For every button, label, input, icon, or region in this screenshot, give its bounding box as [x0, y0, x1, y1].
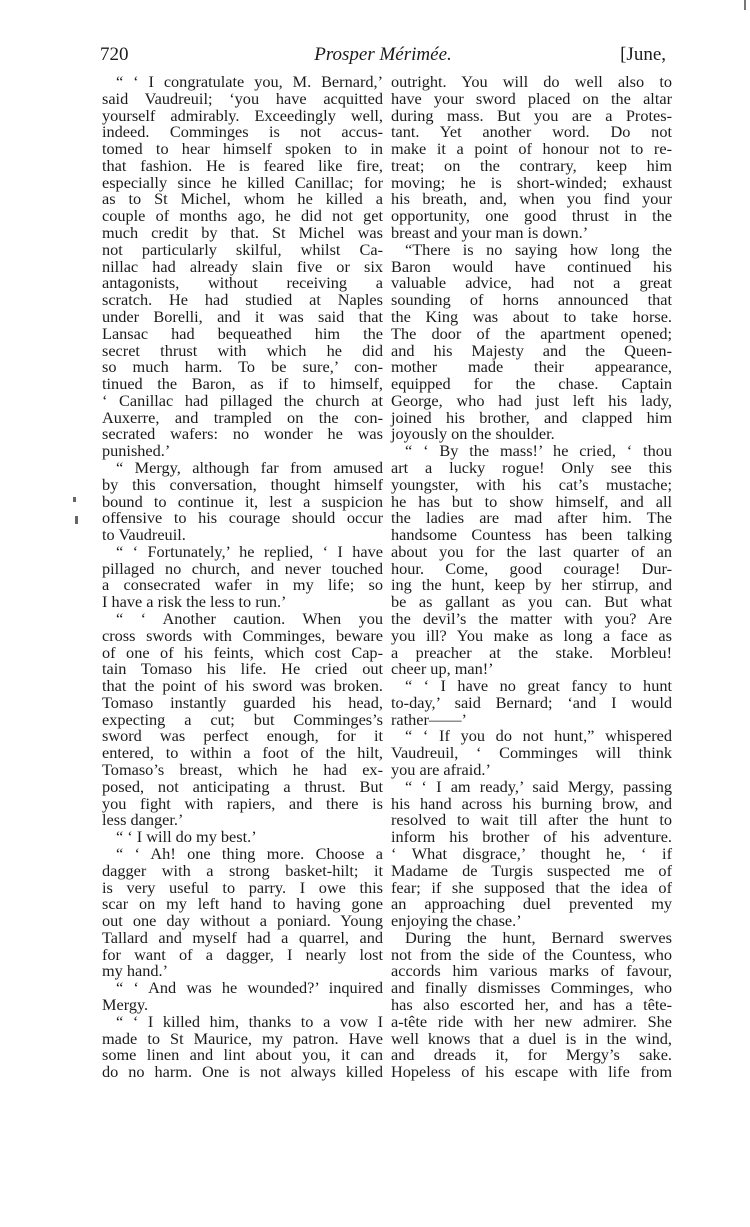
text-line: valuable advice, had not a great [391, 273, 672, 293]
text-line: joined his brother, and clapped him [391, 407, 672, 427]
text-line: a consecrated wafer in my life; so [102, 575, 383, 595]
text-line: do no harm. One is not always killed [102, 1062, 383, 1082]
text-line: “ ‘ Fortunately,’ he replied, ‘ I have [116, 541, 383, 561]
text-line: less danger.’ [102, 810, 184, 830]
text-line: Madame de Turgis suspected me of [391, 860, 672, 880]
text-line: youngster, with his cat’s mustache; [391, 474, 672, 494]
text-line: for want of a dagger, I nearly lost [102, 944, 383, 964]
text-line: opportunity, one good thrust in the [391, 206, 672, 226]
text-line: couple of months ago, he did not get [102, 206, 383, 226]
text-line: has also escorted her, and has a tête- [391, 994, 672, 1014]
text-line: he has but to show himself, and all [391, 491, 672, 511]
text-line: joyously on the shoulder. [391, 424, 555, 444]
text-line: and finally dismisses Comminges, who [391, 978, 672, 998]
text-line: “ ‘ If you do not hunt,” whispered [405, 726, 672, 746]
text-line: about you for the last quarter of an [391, 541, 672, 561]
text-line: fear; if she supposed that the idea of [391, 877, 672, 897]
text-line: as to St Michel, whom he killed a [102, 189, 383, 209]
text-line: During the hunt, Bernard swerves [405, 927, 672, 947]
text-line: “ ‘ Ah! one thing more. Choose a [116, 843, 383, 863]
text-line: Baron would have continued his [391, 256, 672, 276]
text-line: said Vaudreuil; ‘you have acquitted [102, 88, 383, 108]
text-line: George, who had just left his lady, [391, 390, 672, 410]
text-line: nillac had already slain five or six [102, 256, 383, 276]
text-line: Tomaso’s breast, which he had ex- [102, 760, 383, 780]
running-title: Prosper Mérimée. [314, 44, 452, 65]
text-line: his breath, and, when you find your [391, 189, 672, 209]
text-line: tomed to hear himself spoken to in [102, 139, 383, 159]
page-number: 720 [100, 44, 129, 65]
scan-edge-mark [744, 0, 746, 10]
text-line: scar on my left hand to having gone [102, 894, 383, 914]
text-line: indeed. Comminges is not accus- [102, 122, 383, 142]
left-text-column [102, 74, 383, 1081]
text-line: “ ‘ By the mass!’ he cried, ‘ thou [405, 441, 672, 461]
text-line: you are afraid.’ [391, 760, 491, 780]
text-line: art a lucky rogue! Only see this [391, 457, 672, 477]
text-line: “ ‘ Another caution. When you [116, 609, 383, 628]
text-line: be as gallant as you can. But what [391, 592, 672, 612]
text-line: not from the side of the Countess, who [391, 944, 672, 964]
text-line: Mergy. [102, 994, 149, 1014]
margin-mark [75, 516, 78, 524]
text-line: rather——’ [391, 709, 467, 729]
text-line: by this conversation, thought himself [102, 474, 383, 494]
text-line: “ ‘ I killed him, thanks to a vow I [116, 1011, 383, 1031]
text-line: you ill? You make as long a face as [391, 625, 672, 645]
text-line: cross swords with Comminges, beware [102, 625, 383, 645]
text-line: Vaudreuil, ‘ Comminges will think [391, 743, 672, 763]
text-line: you fight with rapiers, and there is [102, 793, 383, 813]
text-line: a-tête ride with her new admirer. She [391, 1011, 672, 1031]
text-line: his hand across his burning brow, and [391, 793, 672, 813]
text-line: breast and your man is down.’ [391, 223, 589, 243]
text-line: Auxerre, and trampled on the con- [102, 407, 383, 427]
text-line: I have a risk the less to run.’ [102, 592, 287, 612]
text-line: sounding of horns announced that [391, 290, 672, 310]
text-line: my hand.’ [102, 961, 169, 981]
text-line: entered, to within a foot of the hilt, [102, 743, 383, 763]
text-line: posed, not anticipating a thrust. But [102, 776, 383, 796]
text-line: the devil’s the matter with you? Are [391, 609, 672, 628]
text-line: Tomaso instantly guarded his head, [102, 692, 383, 712]
text-line: secrated wafers: no wonder he was [102, 424, 383, 444]
text-line: a preacher at the stake. Morbleu! [391, 642, 672, 662]
text-line: bound to continue it, lest a suspicion [102, 491, 383, 511]
text-line: The door of the apartment opened; [391, 323, 672, 343]
text-line: is very useful to parry. I owe this [102, 877, 383, 897]
issue-month: [June, [620, 44, 666, 65]
text-line: make it a point of honour not to re- [391, 139, 672, 159]
text-line: pillaged no church, and never touched [102, 558, 383, 578]
text-line: to Vaudreuil. [102, 525, 186, 545]
text-line: outright. You will do well also to [391, 72, 672, 91]
text-line: have your sword placed on the altar [391, 88, 672, 108]
text-line: during mass. But you are a Protes- [391, 105, 672, 125]
text-line: well knows that a duel is in the wind, [391, 1028, 672, 1048]
text-line: especially since he killed Canillac; for [102, 172, 383, 192]
text-line: secret thrust with which he did [102, 340, 383, 360]
text-line: treat; on the contrary, keep him [391, 155, 672, 175]
text-line: inform his brother of his adventure. [391, 827, 672, 847]
text-line: resolved to wait till after the hunt to [391, 810, 672, 830]
text-line: tain Tomaso his life. He cried out [102, 659, 383, 679]
text-line: tant. Yet another word. Do not [391, 122, 672, 142]
text-line: an approaching duel prevented my [391, 894, 672, 914]
text-line: yourself admirably. Exceedingly well, [102, 105, 383, 125]
text-line: “ ‘ And was he wounded?’ inquired [116, 978, 383, 998]
text-line: ‘ Canillac had pillaged the church at [102, 390, 383, 410]
text-line: handsome Countess has been talking [391, 525, 672, 545]
right-text-column [391, 74, 672, 1081]
text-line: equipped for the chase. Captain [391, 374, 672, 394]
text-line: the King was about to take horse. [391, 306, 672, 326]
text-line: dagger with a strong basket-hilt; it [102, 860, 383, 880]
text-line: “ ‘ I have no great fancy to hunt [405, 676, 672, 696]
text-line: not particularly skilful, whilst Ca- [102, 239, 383, 259]
text-line: offensive to his courage should occur [102, 508, 383, 528]
text-line: Tallard and myself had a quarrel, and [102, 927, 383, 947]
text-line: much credit by that. St Michel was [102, 223, 383, 243]
margin-mark [73, 497, 76, 502]
text-line: “ Mergy, although far from amused [116, 457, 383, 477]
text-line: ‘ What disgrace,’ thought he, ‘ if [391, 843, 672, 863]
text-line: moving; he is short-winded; exhaust [391, 172, 672, 192]
text-line: expecting a cut; but Comminges’s [102, 709, 383, 729]
text-line: mother made their appearance, [391, 357, 672, 377]
text-line: that fashion. He is feared like fire, [102, 155, 383, 175]
text-line: sword was perfect enough, for it [102, 726, 383, 746]
page-header [100, 44, 666, 70]
text-line: under Borelli, and it was said that [102, 306, 383, 326]
text-line: punished.’ [102, 441, 171, 461]
text-line: tinued the Baron, as if to himself, [102, 374, 383, 394]
text-line: and his Majesty and the Queen- [391, 340, 672, 360]
text-line: Hopeless of his escape with life from [391, 1062, 672, 1082]
text-line: that the point of his sword was broken. [102, 676, 383, 696]
text-line: so much harm. To be sure,’ con- [102, 357, 383, 377]
text-line: “ ‘ I am ready,’ said Mergy, passing [405, 776, 672, 796]
text-line: of one of his feints, which cost Cap- [102, 642, 383, 662]
text-line: out one day without a poniard. Young [102, 911, 383, 931]
text-line: scratch. He had studied at Naples [102, 290, 383, 310]
text-line: “ ‘ I congratulate you, M. Bernard,’ [116, 72, 383, 91]
text-line: cheer up, man!’ [391, 659, 494, 679]
text-line: antagonists, without receiving a [102, 273, 383, 293]
text-line: and dreads it, for Mergy’s sake. [391, 1045, 672, 1065]
text-line: the ladies are mad after him. The [391, 508, 672, 528]
text-line: Lansac had bequeathed him the [102, 323, 383, 343]
text-line: some linen and lint about you, it can [102, 1045, 383, 1065]
text-line: “ ‘ I will do my best.’ [116, 827, 257, 847]
text-line: ing the hunt, keep by her stirrup, and [391, 575, 672, 595]
text-line: to-day,’ said Bernard; ‘and I would [391, 692, 672, 712]
text-line: enjoying the chase.’ [391, 911, 522, 931]
text-line: accords him various marks of favour, [391, 961, 672, 981]
text-line: “There is no saying how long the [405, 239, 672, 259]
text-line: hour. Come, good courage! Dur- [391, 558, 672, 578]
text-line: made to St Maurice, my patron. Have [102, 1028, 383, 1048]
